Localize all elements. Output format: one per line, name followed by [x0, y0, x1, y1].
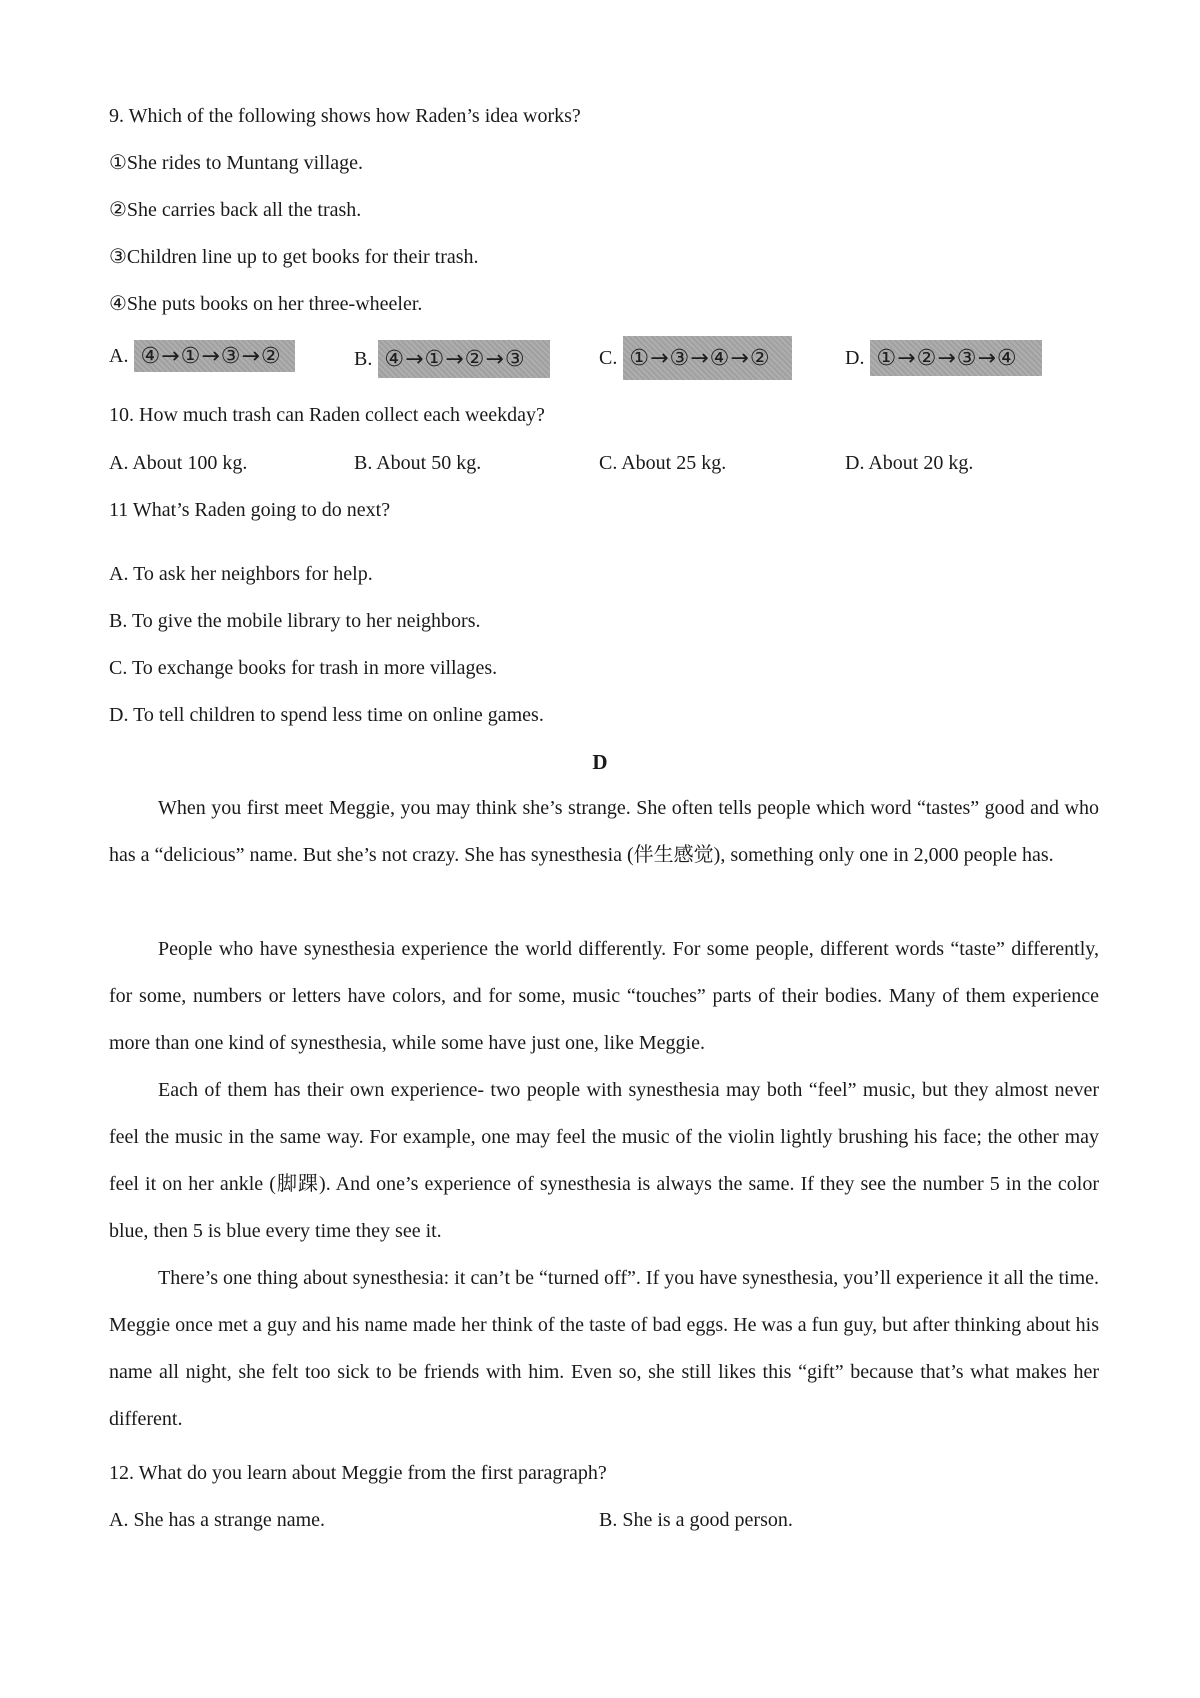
- section-title: D: [592, 750, 608, 774]
- q9-option-d-sequence: ①→②→③→④: [870, 340, 1042, 376]
- q9-option-a: [109, 340, 295, 372]
- q9-step-1: ①She rides to Muntang village.: [109, 152, 364, 174]
- passage-paragraph-4-text: There’s one thing about synesthesia: it can’t be “turned off”. If you have synesthesia, you’ll experience it all the time. Meggie once met a guy and his name made her think of the taste of bad eggs. He was a fun guy, but after thinking about his name all night, she felt too sick to be friends with him. Even so, she still likes this “gift” because that’s what makes her different.: [109, 1267, 1099, 1430]
- q9-option-b: [354, 340, 550, 378]
- q9-option-c-letter: C.: [599, 347, 618, 369]
- q11-option-c: C. To exchange books for trash in more villages.: [109, 657, 498, 679]
- q11-question: 11 What’s Raden going to do next?: [109, 499, 391, 521]
- q9-step-3: ③Children line up to get books for their trash.: [109, 246, 479, 268]
- q12-question: 12. What do you learn about Meggie from the first paragraph?: [109, 1462, 607, 1484]
- q10-option-a: A. About 100 kg.: [109, 452, 248, 474]
- q10-option-c: C. About 25 kg.: [599, 452, 727, 474]
- q9-step-4: ④She puts books on her three-wheeler.: [109, 293, 423, 315]
- q10-question: 10. How much trash can Raden collect each weekday?: [109, 404, 545, 426]
- q9-question: 9. Which of the following shows how Raden’s idea works?: [109, 105, 581, 127]
- q12-option-b: B. She is a good person.: [599, 1509, 793, 1531]
- q9-option-a-letter: A.: [109, 345, 129, 367]
- passage-paragraph-3-text: Each of them has their own experience- two people with synesthesia may both “feel” music, but they almost never feel the music in the same way. For example, one may feel the music of the violin lightly brushing his face; the other may feel it on her ankle (脚踝). And one’s experience of synesthesia is always the same. If they see the number 5 in the color blue, then 5 is blue every time they see it.: [109, 1079, 1099, 1242]
- q9-option-c: [599, 336, 792, 380]
- q9-option-b-letter: B.: [354, 348, 373, 370]
- passage-paragraph-2: [109, 926, 1099, 1067]
- q10-option-d: D. About 20 kg.: [845, 452, 974, 474]
- passage-paragraph-1: [109, 785, 1099, 879]
- q9-step-2: ②She carries back all the trash.: [109, 199, 362, 221]
- q9-option-b-sequence: ④→①→②→③: [378, 340, 550, 378]
- passage-paragraph-3: [109, 1067, 1099, 1255]
- passage-paragraph-1-text: When you first meet Meggie, you may think she’s strange. She often tells people which word “tastes” good and who has a “delicious” name. But she’s not crazy. She has synesthesia (伴生感觉), something only one in 2,000 people has.: [109, 797, 1099, 866]
- passage-paragraph-2-text: People who have synesthesia experience the world differently. For some people, different words “taste” differently, for some, numbers or letters have colors, and for some, music “touches” parts of their bodies. Many of them experience more than one kind of synesthesia, while some have just one, like Meggie.: [109, 938, 1099, 1054]
- q9-option-c-sequence: ①→③→④→②: [623, 336, 792, 380]
- q11-option-a: A. To ask her neighbors for help.: [109, 563, 373, 585]
- passage-paragraph-4: [109, 1255, 1099, 1443]
- q10-option-b: B. About 50 kg.: [354, 452, 482, 474]
- q9-option-a-sequence: ④→①→③→②: [134, 340, 295, 372]
- q12-option-a: A. She has a strange name.: [109, 1509, 326, 1531]
- q9-option-d: [845, 340, 1042, 376]
- q11-option-d: D. To tell children to spend less time on online games.: [109, 704, 544, 726]
- q9-option-d-letter: D.: [845, 347, 865, 369]
- q11-option-b: B. To give the mobile library to her neighbors.: [109, 610, 481, 632]
